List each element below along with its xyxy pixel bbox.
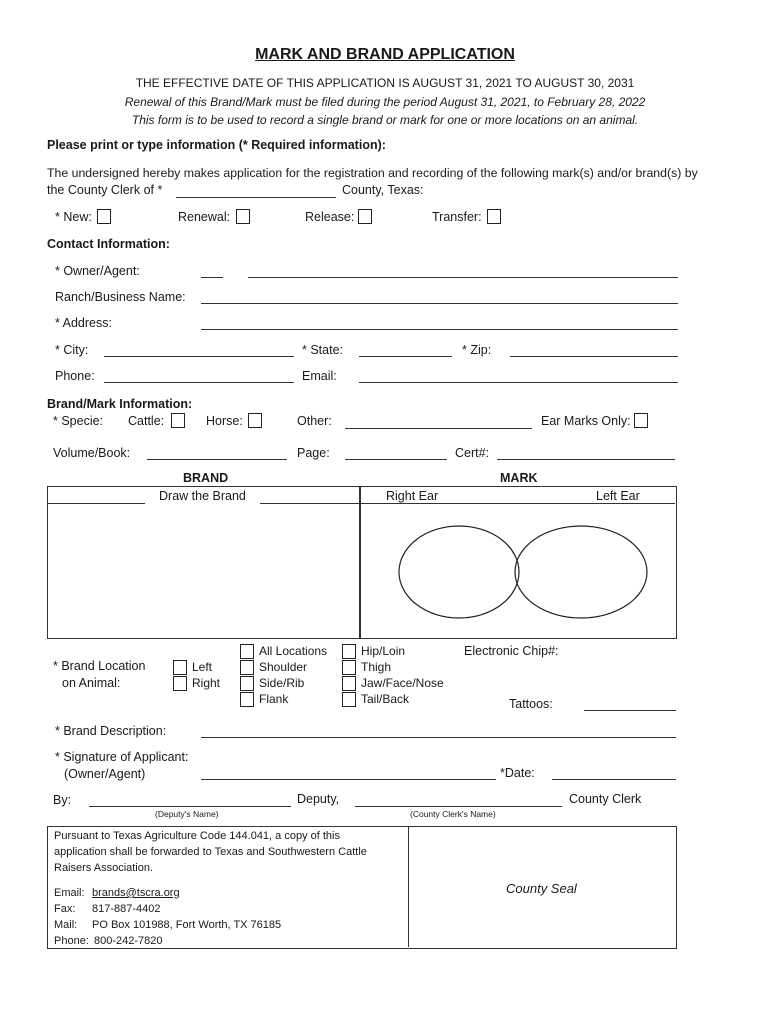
- city-field[interactable]: [104, 356, 294, 357]
- by-label: By:: [53, 793, 72, 807]
- brand-description-label: * Brand Description:: [55, 724, 167, 738]
- footer-line-2: application shall be forwarded to Texas and Southwestern Cattle: [54, 846, 367, 858]
- shoulder-label: Shoulder: [259, 660, 308, 674]
- footer-email-label: Email:: [54, 887, 85, 899]
- ear-marks-only-checkbox[interactable]: [634, 413, 648, 428]
- print-note: Please print or type information (* Required information):: [47, 138, 386, 152]
- mark-header-underline: [359, 503, 675, 504]
- state-label: * State:: [302, 343, 343, 357]
- hip-loin-checkbox[interactable]: [342, 644, 356, 659]
- left-side-checkbox[interactable]: [173, 660, 187, 675]
- deputy-name-field[interactable]: [89, 806, 291, 807]
- shoulder-checkbox[interactable]: [240, 660, 254, 675]
- phone-field[interactable]: [104, 382, 294, 383]
- transfer-checkbox[interactable]: [487, 209, 501, 224]
- jaw-face-nose-checkbox[interactable]: [342, 676, 356, 691]
- effective-date-text: THE EFFECTIVE DATE OF THIS APPLICATION IS AUGUST 31, 2021 TO AUGUST 30, 2031: [135, 76, 635, 90]
- hip-loin-label: Hip/Loin: [361, 644, 406, 658]
- brand-header-underline-right: [260, 503, 359, 504]
- signature-field[interactable]: [201, 779, 496, 780]
- all-locations-label: All Locations: [259, 644, 328, 658]
- signature-label-1: * Signature of Applicant:: [55, 750, 189, 764]
- tattoos-field[interactable]: [584, 710, 676, 711]
- brand-info-heading: Brand/Mark Information:: [47, 397, 193, 411]
- ear-outlines: [395, 522, 651, 622]
- zip-field[interactable]: [510, 356, 678, 357]
- footer-divider: [408, 826, 409, 947]
- phone-label: Phone:: [55, 369, 95, 383]
- specie-label: * Specie:: [53, 414, 104, 428]
- zip-label: * Zip:: [462, 343, 492, 357]
- intro-line-2-prefix: the County Clerk of *: [47, 183, 163, 197]
- release-checkbox[interactable]: [358, 209, 372, 224]
- contact-heading: Contact Information:: [47, 237, 170, 251]
- brand-heading: BRAND: [183, 471, 229, 485]
- electronic-chip-label: Electronic Chip#:: [464, 644, 559, 658]
- footer-phone-label: Phone:: [54, 935, 89, 947]
- brand-drawing-area[interactable]: [47, 486, 361, 639]
- date-label: *Date:: [500, 766, 535, 780]
- thigh-checkbox[interactable]: [342, 660, 356, 675]
- tattoos-label: Tattoos:: [509, 697, 553, 711]
- other-label: Other:: [297, 414, 332, 428]
- footer-phone-value: 800-242-7820: [94, 935, 163, 947]
- email-label: Email:: [302, 369, 337, 383]
- side-rib-label: Side/Rib: [259, 676, 305, 690]
- purpose-note: This form is to be used to record a single brand or mark for one or more locations on an animal.: [131, 113, 639, 127]
- footer-line-1: Pursuant to Texas Agriculture Code 144.041, a copy of this: [54, 830, 340, 842]
- signature-label-2: (Owner/Agent): [64, 767, 146, 781]
- new-label: * New:: [55, 210, 92, 224]
- left-ear-label: Left Ear: [596, 489, 640, 503]
- renewal-note: Renewal of this Brand/Mark must be filed during the period August 31, 2021, to February 28, 2022: [124, 95, 646, 109]
- flank-checkbox[interactable]: [240, 692, 254, 707]
- thigh-label: Thigh: [361, 660, 392, 674]
- new-checkbox[interactable]: [97, 209, 111, 224]
- horse-checkbox[interactable]: [248, 413, 262, 428]
- brand-location-label-1: * Brand Location: [53, 659, 146, 673]
- release-label: Release:: [305, 210, 355, 224]
- state-field[interactable]: [359, 356, 452, 357]
- brand-description-field[interactable]: [201, 737, 676, 738]
- owner-field[interactable]: [248, 277, 678, 278]
- cattle-checkbox[interactable]: [171, 413, 185, 428]
- county-clerk-name-caption: (County Clerk's Name): [410, 809, 496, 819]
- county-clerk-label: County Clerk: [569, 792, 642, 806]
- left-ear-outline: [515, 526, 647, 618]
- transfer-label: Transfer:: [432, 210, 482, 224]
- volume-label: Volume/Book:: [53, 446, 131, 460]
- address-field[interactable]: [201, 329, 678, 330]
- all-locations-checkbox[interactable]: [240, 644, 254, 659]
- tail-back-checkbox[interactable]: [342, 692, 356, 707]
- county-clerk-name-field[interactable]: [355, 806, 562, 807]
- jaw-face-nose-label: Jaw/Face/Nose: [361, 676, 444, 690]
- page-field[interactable]: [345, 459, 447, 460]
- page-title: MARK AND BRAND APPLICATION: [255, 46, 515, 63]
- city-label: * City:: [55, 343, 89, 357]
- footer-mail-label: Mail:: [54, 919, 78, 931]
- ranch-label: Ranch/Business Name:: [55, 290, 186, 304]
- right-ear-label: Right Ear: [386, 489, 439, 503]
- brand-location-label-2: on Animal:: [62, 676, 121, 690]
- renewal-checkbox[interactable]: [236, 209, 250, 224]
- side-rib-checkbox[interactable]: [240, 676, 254, 691]
- right-side-checkbox[interactable]: [173, 676, 187, 691]
- footer-mail-value: PO Box 101988, Fort Worth, TX 76185: [92, 919, 282, 931]
- flank-label: Flank: [259, 692, 289, 706]
- tail-back-label: Tail/Back: [361, 692, 410, 706]
- deputy-name-caption: (Deputy's Name): [155, 809, 219, 819]
- volume-field[interactable]: [147, 459, 287, 460]
- footer-fax-label: Fax:: [54, 903, 76, 915]
- renewal-label: Renewal:: [178, 210, 231, 224]
- intro-line-1: The undersigned hereby makes application for the registration and recording of the following mark(s) and/or brand(s) by: [47, 166, 698, 180]
- ranch-field[interactable]: [201, 303, 678, 304]
- brand-header-underline: [47, 503, 145, 504]
- footer-fax-value: 817-887-4402: [92, 903, 161, 915]
- mark-heading: MARK: [500, 471, 538, 485]
- cert-label: Cert#:: [455, 446, 490, 460]
- left-side-label: Left: [192, 660, 213, 674]
- other-field[interactable]: [345, 428, 532, 429]
- email-field[interactable]: [359, 382, 678, 383]
- horse-label: Horse:: [206, 414, 243, 428]
- cattle-label: Cattle:: [128, 414, 165, 428]
- deputy-label: Deputy,: [297, 792, 340, 806]
- page-label: Page:: [297, 446, 330, 460]
- county-seal-label: County Seal: [506, 881, 577, 896]
- right-ear-outline: [399, 526, 519, 618]
- footer-line-3: Raisers Association.: [54, 862, 154, 874]
- draw-brand-label: Draw the Brand: [159, 489, 246, 503]
- address-label: * Address:: [55, 316, 112, 330]
- ear-marks-only-label: Ear Marks Only:: [541, 414, 631, 428]
- footer-email-link[interactable]: brands@tscra.org: [92, 887, 180, 899]
- right-side-label: Right: [192, 676, 221, 690]
- county-name-field[interactable]: [176, 197, 336, 198]
- cert-field[interactable]: [497, 459, 675, 460]
- date-field[interactable]: [552, 779, 676, 780]
- intro-line-2-suffix: County, Texas:: [342, 183, 424, 197]
- owner-field-prefix[interactable]: [201, 277, 223, 278]
- owner-label: * Owner/Agent:: [55, 264, 140, 278]
